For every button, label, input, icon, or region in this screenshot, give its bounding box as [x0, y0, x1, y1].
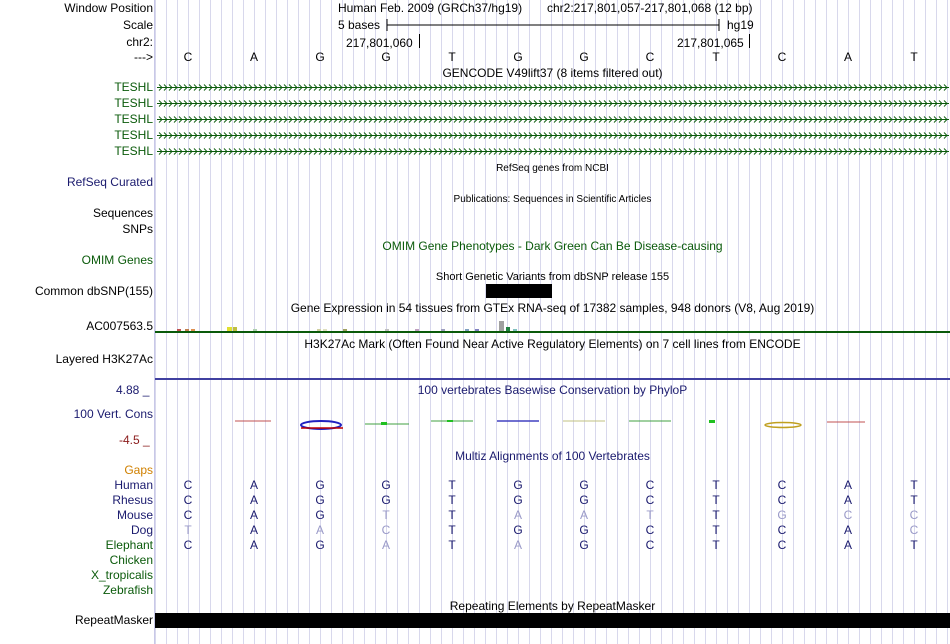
alignment-base: T — [910, 493, 918, 507]
alignment-base: G — [513, 523, 523, 537]
gencode-track-label[interactable]: TESHL — [114, 128, 153, 142]
reference-base: A — [249, 50, 258, 64]
alignment-base: A — [249, 478, 258, 492]
alignment-base: C — [777, 478, 787, 492]
alignment-base: T — [382, 508, 390, 522]
repeatmasker-element-block[interactable] — [155, 613, 950, 628]
omim-title[interactable]: OMIM Gene Phenotypes - Dark Green Can Be Disease-causing — [382, 239, 723, 253]
gencode-track-label[interactable]: TESHL — [114, 112, 153, 126]
alignment-base: A — [249, 523, 258, 537]
refseq-label[interactable]: RefSeq Curated — [66, 175, 153, 189]
alignment-base: A — [513, 538, 522, 552]
db-text: hg19 — [727, 18, 754, 32]
alignment-base: T — [712, 523, 720, 537]
multiz-title[interactable]: Multiz Alignments of 100 Vertebrates — [455, 449, 650, 463]
alignment-base: C — [909, 523, 919, 537]
alignment-base: T — [712, 508, 720, 522]
coord-1-tick — [419, 34, 420, 48]
alignment-base: T — [910, 478, 918, 492]
gtex-label[interactable]: AC007563.5 — [86, 319, 153, 333]
alignment-base: T — [448, 493, 456, 507]
alignment-base: C — [183, 508, 193, 522]
alignment-base: A — [579, 508, 588, 522]
conservation-logo-track[interactable] — [155, 412, 950, 432]
alignment-base: C — [843, 508, 853, 522]
gtex-title[interactable]: Gene Expression in 54 tissues from GTEx RNA-seq of 17382 samples, 948 donors (V8, Aug 2019) — [290, 301, 815, 315]
alignment-base: C — [909, 508, 919, 522]
alignment-base: G — [315, 478, 325, 492]
conservation-label[interactable]: 100 Vert. Cons — [73, 407, 153, 421]
species-label[interactable]: Chicken — [109, 553, 153, 567]
reference-base: T — [712, 50, 720, 64]
alignment-base: G — [777, 508, 787, 522]
scale-label: Scale — [122, 18, 153, 32]
repeatmasker-title[interactable]: Repeating Elements by RepeatMasker — [449, 599, 656, 613]
alignment-base: C — [645, 538, 655, 552]
gencode-title[interactable]: GENCODE V49lift37 (8 items filtered out) — [442, 66, 663, 80]
reference-base: T — [910, 50, 918, 64]
alignment-base: T — [448, 523, 456, 537]
alignment-base: T — [712, 538, 720, 552]
reference-base: G — [513, 50, 523, 64]
gencode-transcript-line[interactable] — [157, 147, 949, 156]
species-label[interactable]: Human — [114, 478, 153, 492]
alignment-base: T — [712, 478, 720, 492]
species-label[interactable]: Elephant — [105, 538, 153, 552]
chrom-label: chr2: — [126, 35, 153, 49]
alignment-base: G — [579, 538, 589, 552]
gtex-expression-bars[interactable] — [155, 318, 950, 334]
alignment-base: C — [183, 538, 193, 552]
alignment-base: A — [513, 508, 522, 522]
alignment-base: C — [645, 523, 655, 537]
window-position-label: Window Position — [64, 1, 153, 15]
alignment-base: A — [315, 523, 324, 537]
dbsnp-title[interactable]: Short Genetic Variants from dbSNP release 155 — [435, 271, 670, 283]
alignment-base: T — [448, 478, 456, 492]
alignment-base: A — [843, 523, 852, 537]
alignment-base: A — [843, 538, 852, 552]
conservation-axis-bottom: -4.5 _ — [119, 433, 150, 447]
alignment-base: T — [910, 538, 918, 552]
coord-2: 217,801,065 — [677, 36, 744, 50]
publications-title[interactable]: Publications: Sequences in Scientific Articles — [453, 194, 652, 205]
conservation-axis-top: 4.88 _ — [116, 383, 150, 397]
dbsnp-label[interactable]: Common dbSNP(155) — [34, 284, 153, 298]
conservation-title[interactable]: 100 vertebrates Basewise Conservation by PhyloP — [417, 383, 688, 397]
alignment-base: G — [513, 478, 523, 492]
reference-base: T — [448, 50, 456, 64]
alignment-base: G — [315, 538, 325, 552]
alignment-base: C — [381, 523, 391, 537]
gaps-label[interactable]: Gaps — [124, 463, 153, 477]
alignment-base: A — [249, 508, 258, 522]
assembly-text: Human Feb. 2009 (GRCh37/hg19) — [338, 1, 523, 15]
reference-base: A — [843, 50, 852, 64]
species-label[interactable]: X_tropicalis — [90, 568, 153, 582]
alignment-base: G — [513, 493, 523, 507]
reference-base: C — [645, 50, 655, 64]
h3k27ac-title[interactable]: H3K27Ac Mark (Often Found Near Active Regulatory Elements) on 7 cell lines from ENCODE — [304, 337, 801, 351]
omim-label[interactable]: OMIM Genes — [81, 253, 153, 267]
species-label[interactable]: Rhesus — [112, 493, 153, 507]
publications-label-snps[interactable]: SNPs — [122, 222, 153, 236]
alignment-base: G — [579, 478, 589, 492]
coord-2-tick — [749, 34, 750, 48]
strand-label: ---> — [134, 50, 153, 64]
alignment-base: A — [843, 493, 852, 507]
alignment-base: C — [777, 523, 787, 537]
gencode-track-label[interactable]: TESHL — [114, 144, 153, 158]
reference-base: G — [381, 50, 391, 64]
alignment-base: C — [777, 493, 787, 507]
alignment-base: T — [184, 523, 192, 537]
reference-base: G — [579, 50, 589, 64]
dbsnp-variant-block[interactable] — [486, 284, 552, 298]
alignment-base: C — [183, 478, 193, 492]
alignment-base: G — [315, 493, 325, 507]
species-label[interactable]: Dog — [130, 523, 153, 537]
alignment-base: A — [249, 538, 258, 552]
gencode-track-label[interactable]: TESHL — [114, 96, 153, 110]
gencode-track-label[interactable]: TESHL — [114, 80, 153, 94]
alignment-base: G — [315, 508, 325, 522]
scale-text: 5 bases — [338, 18, 381, 32]
alignment-base: G — [381, 478, 391, 492]
gencode-transcript-line[interactable] — [157, 99, 949, 108]
h3k27ac-signal-line — [155, 378, 950, 380]
species-label[interactable]: Zebrafish — [102, 583, 153, 597]
reference-base: C — [183, 50, 193, 64]
alignment-base: C — [645, 478, 655, 492]
species-label[interactable]: Mouse — [116, 508, 153, 522]
publications-label-sequences[interactable]: Sequences — [92, 206, 153, 220]
alignment-base: G — [381, 493, 391, 507]
reference-base: G — [315, 50, 325, 64]
alignment-base: A — [381, 538, 390, 552]
repeatmasker-label[interactable]: RepeatMasker — [74, 613, 153, 627]
alignment-base: A — [249, 493, 258, 507]
coord-1: 217,801,060 — [346, 36, 413, 50]
alignment-base: T — [448, 538, 456, 552]
alignment-base: A — [843, 478, 852, 492]
alignment-base: T — [646, 508, 654, 522]
alignment-base: C — [777, 538, 787, 552]
alignment-base: G — [579, 523, 589, 537]
scale-bar — [386, 17, 720, 33]
position-text: chr2:217,801,057-217,801,068 (12 bp) — [547, 1, 753, 15]
gencode-transcript-line[interactable] — [157, 115, 949, 124]
h3k27ac-label[interactable]: Layered H3K27Ac — [55, 352, 153, 366]
gencode-transcript-line[interactable] — [157, 131, 949, 140]
alignment-base: C — [645, 493, 655, 507]
gencode-transcript-line[interactable] — [157, 83, 949, 92]
refseq-title[interactable]: RefSeq genes from NCBI — [496, 163, 609, 174]
alignment-base: C — [183, 493, 193, 507]
alignment-base: G — [579, 493, 589, 507]
alignment-base: T — [712, 493, 720, 507]
reference-base: C — [777, 50, 787, 64]
alignment-base: T — [448, 508, 456, 522]
